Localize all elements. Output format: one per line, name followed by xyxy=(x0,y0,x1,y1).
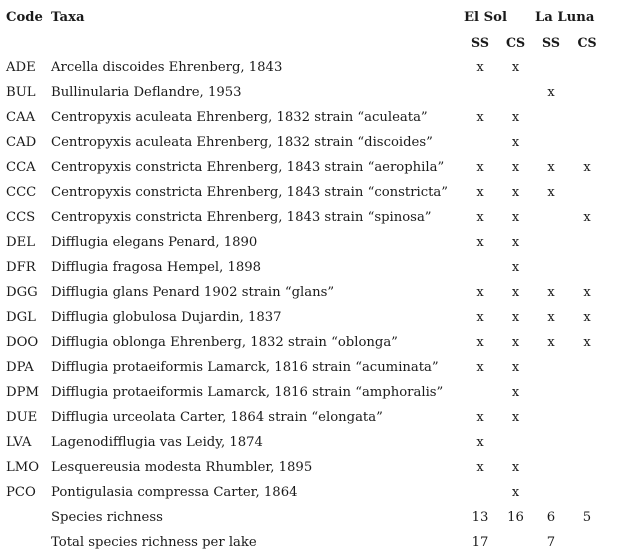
presence-mark: x xyxy=(547,185,555,200)
presence-mark xyxy=(533,230,569,255)
taxon-name: Difflugia protaeiformis Lamarck, 1816 strain “amphoralis” xyxy=(51,385,444,400)
presence-mark: x xyxy=(511,335,520,350)
presence-mark: x xyxy=(476,110,484,125)
taxon-name: Difflugia fragosa Hempel, 1898 xyxy=(51,260,262,275)
presence-mark: x xyxy=(511,460,520,475)
presence-mark xyxy=(569,480,605,505)
taxon-code: DGL xyxy=(6,310,36,325)
presence-mark: x xyxy=(476,360,484,375)
presence-mark: x xyxy=(547,160,555,175)
code-header: Code xyxy=(6,10,43,25)
species-richness-label: Species richness xyxy=(51,510,163,525)
table-row xyxy=(0,330,605,355)
taxon-code: CAD xyxy=(6,135,37,150)
presence-mark: x xyxy=(476,160,484,175)
presence-mark xyxy=(462,480,498,505)
presence-mark xyxy=(533,55,569,80)
presence-mark xyxy=(533,405,569,430)
presence-mark: x xyxy=(476,460,484,475)
presence-mark xyxy=(569,430,605,455)
presence-mark xyxy=(498,430,533,455)
taxon-name: Difflugia oblonga Ehrenberg, 1832 strain “oblonga” xyxy=(51,335,398,350)
presence-mark xyxy=(462,80,498,105)
taxon-code: DPM xyxy=(6,385,39,400)
presence-mark xyxy=(569,255,605,280)
presence-mark: x xyxy=(583,210,591,225)
taxon-name: Centropyxis constricta Ehrenberg, 1843 strain “aerophila” xyxy=(51,160,445,175)
table-row xyxy=(0,305,605,330)
header-row xyxy=(0,5,605,30)
table-row xyxy=(0,155,605,180)
presence-mark: x xyxy=(511,210,520,225)
presence-mark: x xyxy=(476,310,484,325)
taxon-name: Difflugia protaeiformis Lamarck, 1816 strain “acuminata” xyxy=(51,360,439,375)
taxon-code: BUL xyxy=(6,85,36,100)
presence-mark xyxy=(462,130,498,155)
presence-mark: x xyxy=(476,335,484,350)
presence-mark xyxy=(569,380,605,405)
presence-mark: x xyxy=(511,160,520,175)
taxon-name: Difflugia urceolata Carter, 1864 strain “elongata” xyxy=(51,410,383,425)
taxon-name: Centropyxis constricta Ehrenberg, 1843 strain “constricta” xyxy=(51,185,449,200)
presence-mark xyxy=(569,80,605,105)
total-richness-row xyxy=(0,530,605,555)
el-sol-ss-header: SS xyxy=(471,35,489,50)
presence-mark: x xyxy=(511,135,520,150)
presence-mark xyxy=(569,355,605,380)
presence-mark: x xyxy=(511,485,520,500)
lake-la-luna-header: La Luna xyxy=(535,10,595,25)
taxon-code: DPA xyxy=(6,360,34,375)
taxon-name: Difflugia elegans Penard, 1890 xyxy=(51,235,258,250)
richness-value: 16 xyxy=(507,510,524,525)
taxon-code: DGG xyxy=(6,285,38,300)
subheader-row xyxy=(0,30,605,55)
table-row xyxy=(0,105,605,130)
taxon-code: DFR xyxy=(6,260,36,275)
taxon-code: PCO xyxy=(6,485,36,500)
taxa-header: Taxa xyxy=(51,10,85,25)
presence-mark xyxy=(569,55,605,80)
presence-mark: x xyxy=(583,310,591,325)
presence-mark: x xyxy=(476,435,484,450)
presence-mark xyxy=(569,180,605,205)
presence-mark: x xyxy=(511,385,520,400)
taxon-name: Centropyxis aculeata Ehrenberg, 1832 strain “discoides” xyxy=(51,135,433,150)
richness-value: 5 xyxy=(582,510,592,525)
presence-mark: x xyxy=(511,360,520,375)
presence-mark xyxy=(498,80,533,105)
total-richness-label: Total species richness per lake xyxy=(51,535,257,550)
table-row xyxy=(0,280,605,305)
table-row xyxy=(0,380,605,405)
presence-mark: x xyxy=(583,335,591,350)
presence-mark xyxy=(569,405,605,430)
presence-mark: x xyxy=(547,285,555,300)
taxon-name: Centropyxis aculeata Ehrenberg, 1832 strain “aculeata” xyxy=(51,110,428,125)
presence-mark: x xyxy=(511,260,520,275)
species-richness-row xyxy=(0,505,605,530)
taxa-rows xyxy=(0,55,605,505)
taxon-code: CAA xyxy=(6,110,36,125)
taxon-code: CCS xyxy=(6,210,36,225)
presence-mark: x xyxy=(476,410,484,425)
presence-mark: x xyxy=(511,410,520,425)
taxon-name: Arcella discoides Ehrenberg, 1843 xyxy=(51,60,283,75)
total-el-sol: 17 xyxy=(471,535,489,550)
presence-mark xyxy=(462,255,498,280)
presence-mark xyxy=(533,430,569,455)
table-row xyxy=(0,230,605,255)
table-row xyxy=(0,205,605,230)
taxa-table xyxy=(0,5,605,555)
el-sol-cs-header: CS xyxy=(505,35,526,50)
table-row xyxy=(0,480,605,505)
table-row xyxy=(0,455,605,480)
presence-mark: x xyxy=(511,235,520,250)
summary-rows xyxy=(0,505,605,555)
presence-mark: x xyxy=(476,285,484,300)
taxon-code: CCA xyxy=(6,160,36,175)
taxon-code: CCC xyxy=(6,185,37,200)
la-luna-cs-header: CS xyxy=(577,35,597,50)
richness-value: 6 xyxy=(546,510,556,525)
presence-mark: x xyxy=(511,60,520,75)
presence-mark xyxy=(533,130,569,155)
table-row xyxy=(0,130,605,155)
taxon-code: LVA xyxy=(6,435,32,450)
presence-mark: x xyxy=(476,210,484,225)
presence-mark xyxy=(533,255,569,280)
lake-el-sol-header: El Sol xyxy=(464,10,507,25)
presence-mark xyxy=(569,130,605,155)
presence-mark xyxy=(569,230,605,255)
richness-value: 13 xyxy=(471,510,489,525)
presence-mark xyxy=(569,455,605,480)
taxon-code: LMO xyxy=(6,460,40,475)
presence-mark: x xyxy=(476,60,484,75)
presence-mark xyxy=(533,205,569,230)
presence-mark: x xyxy=(547,85,555,100)
taxon-name: Pontigulasia compressa Carter, 1864 xyxy=(51,485,298,500)
table-row xyxy=(0,55,605,80)
taxon-name: Centropyxis constricta Ehrenberg, 1843 strain “spinosa” xyxy=(51,210,432,225)
table-row xyxy=(0,180,605,205)
presence-mark: x xyxy=(511,185,520,200)
presence-mark xyxy=(569,105,605,130)
la-luna-ss-header: SS xyxy=(542,35,560,50)
table-row xyxy=(0,255,605,280)
presence-mark: x xyxy=(511,310,520,325)
presence-mark: x xyxy=(511,110,520,125)
presence-mark xyxy=(533,380,569,405)
presence-mark xyxy=(533,480,569,505)
table-row xyxy=(0,405,605,430)
presence-mark: x xyxy=(476,235,484,250)
taxon-code: DOO xyxy=(6,335,39,350)
taxon-name: Lesquereusia modesta Rhumbler, 1895 xyxy=(51,460,313,475)
taxon-code: DUE xyxy=(6,410,38,425)
presence-mark xyxy=(462,380,498,405)
presence-mark: x xyxy=(547,335,555,350)
taxon-name: Lagenodifflugia vas Leidy, 1874 xyxy=(51,435,263,450)
presence-mark: x xyxy=(476,185,484,200)
total-la-luna: 7 xyxy=(546,535,556,550)
table-row xyxy=(0,80,605,105)
presence-mark: x xyxy=(583,160,591,175)
table-row xyxy=(0,430,605,455)
table-row xyxy=(0,355,605,380)
presence-mark xyxy=(533,355,569,380)
taxon-code: ADE xyxy=(6,60,36,75)
presence-mark: x xyxy=(511,285,520,300)
presence-mark: x xyxy=(547,310,555,325)
taxon-name: Difflugia glans Penard 1902 strain “glans” xyxy=(51,285,335,300)
taxon-name: Difflugia globulosa Dujardin, 1837 xyxy=(51,310,282,325)
taxon-code: DEL xyxy=(6,235,35,250)
presence-mark: x xyxy=(583,285,591,300)
taxon-name: Bullinularia Deflandre, 1953 xyxy=(51,85,242,100)
presence-mark xyxy=(533,105,569,130)
presence-mark xyxy=(533,455,569,480)
